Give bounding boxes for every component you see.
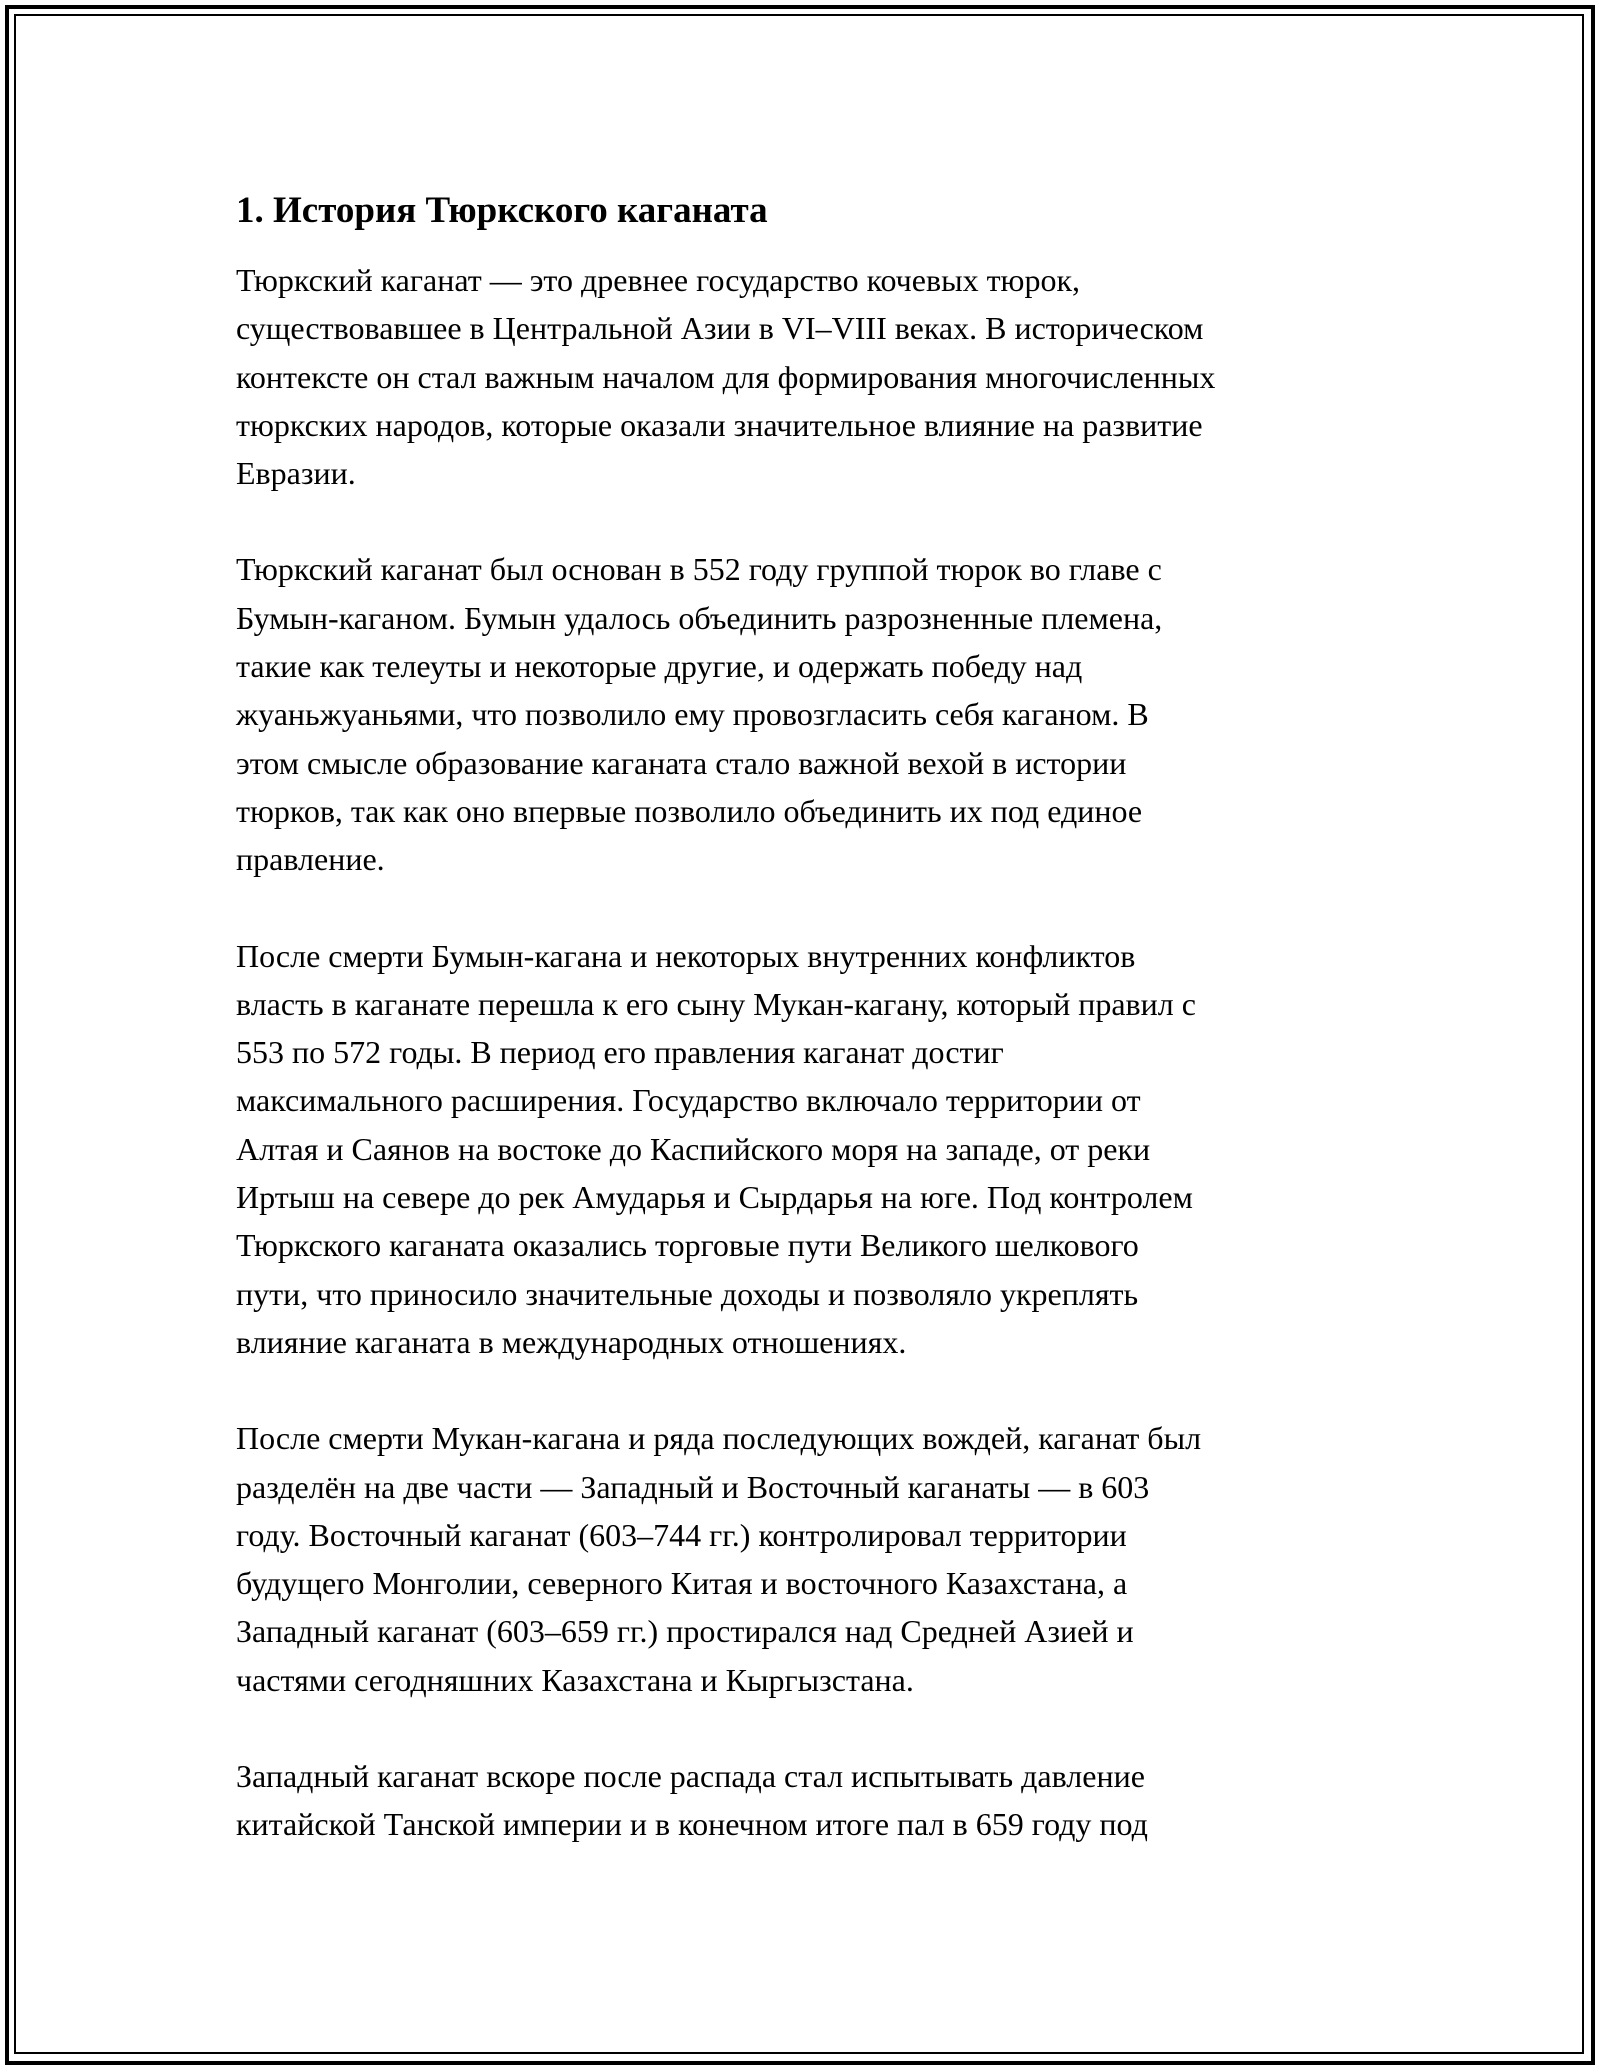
text-line: Алтая и Саянов на востоке до Каспийского моря на западе, от реки [236,1130,1151,1167]
text-line: Иртыш на севере до рек Амударья и Сырдарья на юге. Под контролем [236,1179,1193,1216]
text-line: влияние каганата в международных отношениях. [236,1323,907,1360]
text-line: будущего Монголии, северного Китая и восточного Казахстана, а [236,1565,1128,1602]
text-line: Тюркский каганат был основан в 552 году группой тюрок во главе с [236,551,1162,588]
text-line: Бумын-каганом. Бумын удалось объединить разрозненные племена, [236,599,1163,636]
text-line: году. Восточный каганат (603–744 гг.) контролировал территории [236,1516,1127,1553]
text-line: существовавшее в Центральной Азии в VI–VIII веках. В историческом [236,310,1204,347]
text-line: такие как телеуты и некоторые другие, и одержать победу над [236,648,1083,685]
paragraph-4 [236,1414,1376,1704]
text-line: 553 по 572 годы. В период его правления каганат достиг [236,1034,1004,1071]
section-heading: 1. История Тюркского каганата [236,190,768,231]
paragraph-3 [236,932,1376,1367]
text-line: После смерти Бумын-кагана и некоторых внутренних конфликтов [236,937,1136,974]
text-line: этом смысле образование каганата стало важной вехой в истории [236,744,1127,781]
paragraph-1 [236,256,1376,497]
text-line: После смерти Мукан-кагана и ряда последующих вождей, каганат был [236,1420,1202,1457]
text-line: Западный каганат вскоре после распада стал испытывать давление [236,1758,1145,1795]
text-line: Тюркского каганата оказались торговые пути Великого шелкового [236,1227,1139,1264]
text-line: Тюркский каганат — это древнее государство кочевых тюрок, [236,262,1080,298]
text-line: правление. [236,841,385,878]
paragraph-2 [236,545,1376,883]
text-line: власть в каганате перешла к его сыну Мукан-кагану, который правил с [236,985,1196,1022]
paragraph-5 [236,1752,1376,1849]
text-line: жуаньжуаньями, что позволило ему провозгласить себя каганом. В [236,696,1149,733]
text-line: максимального расширения. Государство включало территории от [236,1082,1141,1119]
text-line: китайской Танской империи и в конечном итоге пал в 659 году под [236,1806,1148,1843]
text-line: тюрков, так как оно впервые позволило объединить их под единое [236,792,1143,829]
text-line: Западный каганат (603–659 гг.) простирался над Средней Азией и [236,1613,1134,1650]
text-line: Евразии. [236,455,356,492]
text-line: тюркских народов, которые оказали значительное влияние на развитие [236,406,1203,443]
text-line: контексте он стал важным началом для формирования многочисленных [236,358,1216,395]
document-body [236,185,1376,1849]
text-line: пути, что приносило значительные доходы и позволяло укреплять [236,1275,1139,1312]
text-line: разделён на две части — Западный и Восточный каганаты — в 603 [236,1468,1150,1505]
text-line: частями сегодняшних Казахстана и Кыргызстана. [236,1661,914,1698]
